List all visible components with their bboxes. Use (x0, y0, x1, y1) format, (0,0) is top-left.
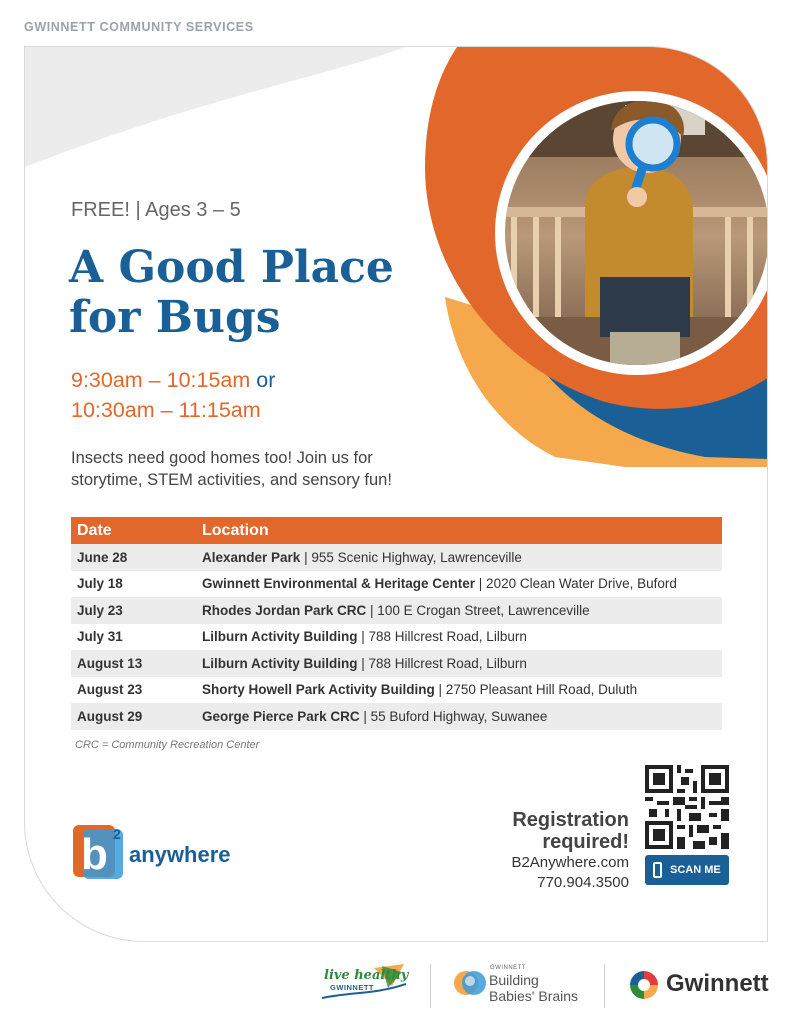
b2-superscript: 2 (113, 826, 121, 842)
registration-required: required! (542, 831, 629, 853)
table-row (71, 677, 722, 704)
qr-code-icon[interactable] (645, 765, 729, 849)
scan-me-button[interactable] (645, 855, 729, 885)
event-times: 9:30am – 10:15am or 10:30am – 11:15am (71, 368, 276, 422)
row-location: Alexander Park | 955 Scenic Highway, Lawrenceville (196, 544, 722, 571)
row-location: Shorty Howell Park Activity Building | 2750 Pleasant Hill Road, Duluth (202, 682, 638, 698)
registration-title: Registration (512, 809, 629, 831)
row-date: August 29 (71, 703, 196, 730)
row-location: Rhodes Jordan Park CRC | 100 E Crogan Street, Lawrenceville (196, 597, 722, 624)
registration-phone[interactable]: 770.904.3500 (537, 874, 629, 891)
row-date: June 28 (71, 544, 196, 571)
flyer-card (24, 46, 768, 942)
footer-divider (430, 964, 431, 1008)
table-row (71, 597, 722, 624)
b2-mark: b (81, 830, 108, 879)
event-title: A Good Place for Bugs (69, 242, 394, 343)
bbb-line1: Building (489, 972, 539, 988)
table-row (71, 650, 722, 677)
event-intro: Insects need good homes too! Join us for storytime, STEM activities, and sensory fun! (71, 449, 392, 489)
row-location: Lilburn Activity Building | 788 Hillcrest Road, Lilburn (202, 629, 527, 645)
table-row (71, 544, 722, 571)
row-date: August 23 (77, 682, 143, 698)
gwinnett-wordmark: Gwinnett (666, 970, 769, 997)
scan-me-label: SCAN ME (670, 864, 721, 876)
row-date: July 31 (77, 629, 123, 645)
row-location: Gwinnett Environmental & Heritage Center | 2020 Clean Water Drive, Buford (202, 576, 677, 592)
bbb-line2: Babies' Brains (489, 988, 579, 1004)
table-row (71, 624, 722, 651)
header-date: Date (71, 517, 196, 544)
row-date: July 18 (77, 576, 123, 592)
table-header-row (71, 517, 722, 544)
b2-anywhere-word: anywhere (129, 842, 231, 867)
row-date: August 13 (71, 650, 196, 677)
live-healthy-text: live healthy (324, 968, 409, 983)
table-row (71, 571, 722, 598)
footer-logos (0, 952, 791, 1016)
brain-icon (454, 966, 486, 1000)
bbb-gwinnett: GWINNETT (490, 965, 526, 971)
phone-icon (653, 862, 662, 878)
row-location: George Pierce Park CRC | 55 Buford Highway, Suwanee (196, 703, 722, 730)
gwinnett-logo-icon (628, 969, 660, 1001)
registration-website[interactable]: B2Anywhere.com (511, 854, 629, 871)
header-location: Location (196, 517, 722, 544)
registration-block (511, 809, 629, 893)
live-healthy-gwinnett: GWINNETT (330, 983, 374, 992)
crc-note: CRC = Community Recreation Center (75, 739, 260, 751)
row-date: July 23 (71, 597, 196, 624)
row-location: Lilburn Activity Building | 788 Hillcrest Road, Lilburn (196, 650, 722, 677)
org-header: GWINNETT COMMUNITY SERVICES (24, 20, 254, 34)
footer-divider (604, 964, 605, 1008)
schedule-table (71, 517, 722, 730)
event-eyebrow: FREE! | Ages 3 – 5 (71, 199, 241, 221)
table-row (71, 703, 722, 730)
